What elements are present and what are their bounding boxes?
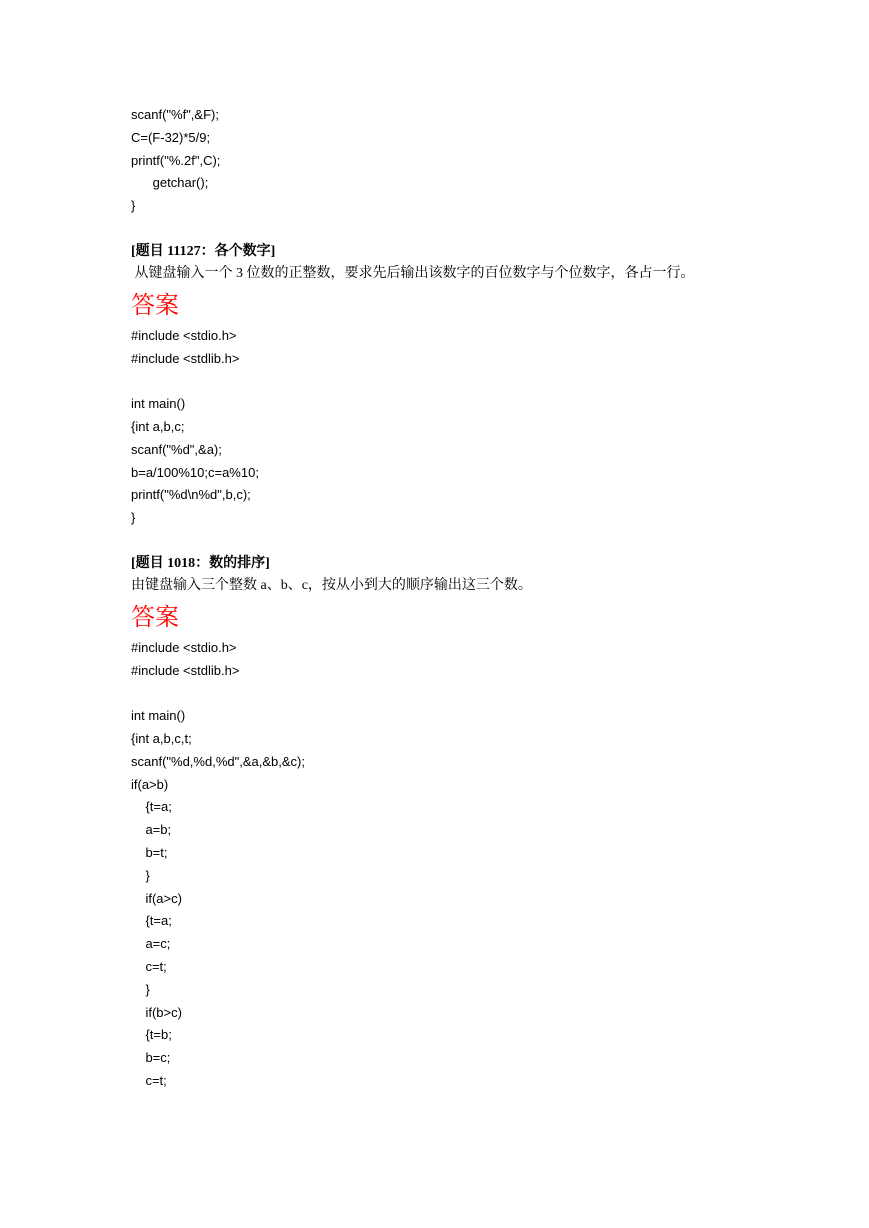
code-line: {t=a; — [131, 913, 172, 929]
code-line: int main() — [131, 708, 186, 724]
problem-heading: [题目 1018：数的排序] — [131, 555, 270, 571]
code-line: scanf("%d,%d,%d",&a,&b,&c); — [131, 753, 305, 769]
code-line: printf("%.2f",C); — [131, 152, 221, 168]
code-line: b=t; — [131, 844, 168, 860]
code-line: c=t; — [131, 958, 167, 974]
problem-heading: [题目 11127：各个数字] — [131, 243, 276, 259]
answer-label: 答案 — [131, 290, 179, 319]
code-line: #include <stdio.h> — [131, 327, 237, 343]
code-block — [131, 637, 791, 1093]
code-line: getchar(); — [131, 175, 209, 191]
code-line: if(a>c) — [131, 890, 182, 906]
code-line: {t=b; — [131, 1027, 172, 1043]
code-line: } — [131, 867, 150, 883]
code-block — [131, 325, 791, 530]
code-line: b=c; — [131, 1050, 171, 1066]
code-line: printf("%d\n%d",b,c); — [131, 487, 251, 503]
code-line: {int a,b,c; — [131, 418, 185, 434]
code-line: } — [131, 198, 136, 214]
code-line: #include <stdio.h> — [131, 639, 237, 655]
code-line: int main() — [131, 396, 186, 412]
problem-description: 由键盘输入三个整数 a、b、c，按从小到大的顺序输出这三个数。 — [131, 577, 532, 593]
code-line: #include <stdlib.h> — [131, 350, 240, 366]
code-line: c=t; — [131, 1072, 167, 1088]
code-line: {t=a; — [131, 799, 172, 815]
code-line: #include <stdlib.h> — [131, 662, 240, 678]
answer-label: 答案 — [131, 602, 179, 631]
code-line — [131, 682, 791, 705]
code-line: scanf("%f",&F); — [131, 107, 219, 122]
code-line: a=b; — [131, 822, 172, 838]
code-line: scanf("%d",&a); — [131, 441, 222, 457]
code-line: b=a/100%10;c=a%10; — [131, 464, 259, 480]
code-line: a=c; — [131, 936, 171, 952]
code-block-previous — [131, 104, 791, 218]
code-line: C=(F-32)*5/9; — [131, 129, 211, 145]
problem-description: 从键盘输入一个 3 位数的正整数，要求先后输出该数字的百位数字与个位数字，各占一行。 — [131, 265, 695, 281]
code-line — [131, 370, 791, 393]
code-line: } — [131, 510, 136, 526]
code-line: if(b>c) — [131, 1004, 182, 1020]
code-line: {int a,b,c,t; — [131, 730, 192, 746]
code-line: if(a>b) — [131, 776, 169, 792]
code-line: } — [131, 981, 150, 997]
document-page — [131, 104, 791, 1093]
